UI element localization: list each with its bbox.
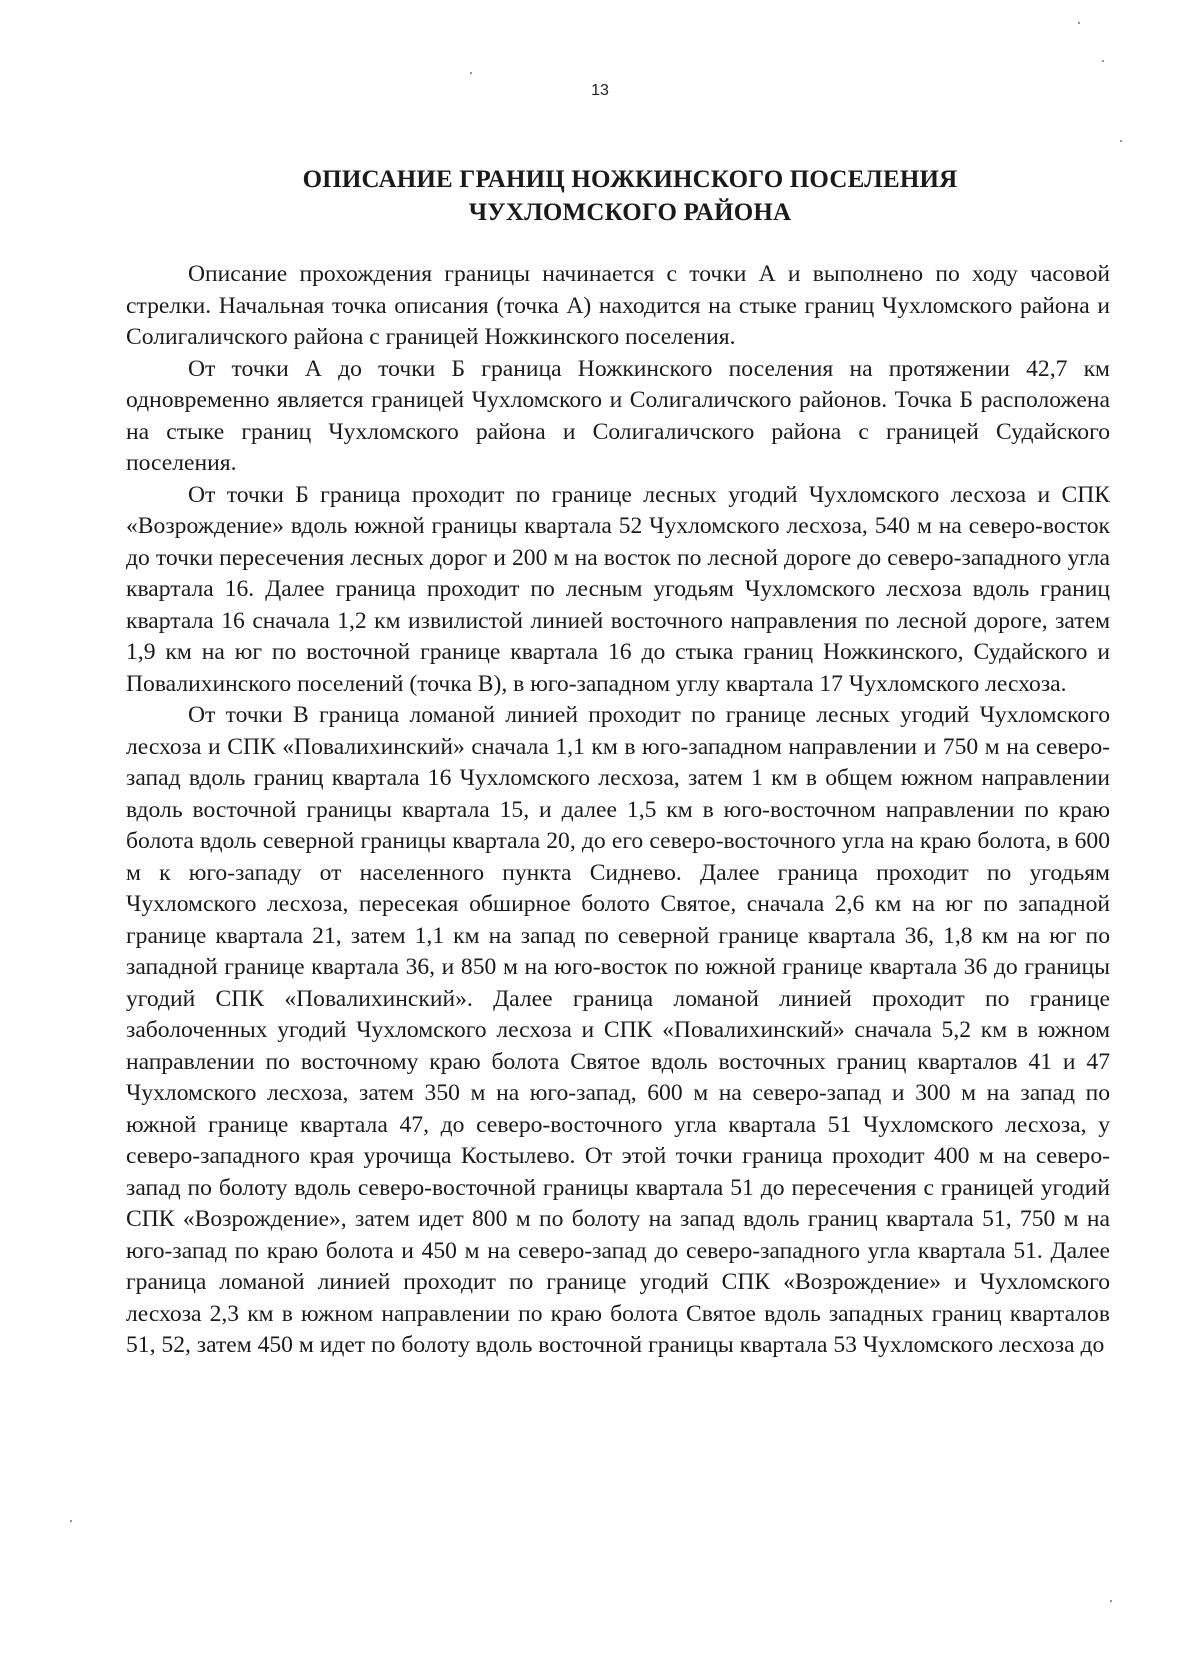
scan-speck xyxy=(470,72,472,74)
scan-speck xyxy=(1110,1600,1112,1602)
scan-speck xyxy=(1078,22,1080,24)
document-body xyxy=(126,259,1110,1362)
page-number: 13 xyxy=(591,82,609,99)
paragraph-4: От точки В граница ломаной линией проходит по границе лесных угодий Чухломского лесхоза и СПК «Повалихинский» сначала 1,1 км в юго-западном направлении и 750 м на северо-запад вдоль границ квартала 16 Чухломского лесхоза, затем 1 км в общем южном направлении вдоль восточной границы квартала 15, и далее 1,5 км в юго-восточном направлении по краю болота вдоль северной границы квартала 20, до его северо-восточного угла на краю болота, в 600 м к юго-западу от населенного пункта Сиднево. Далее граница проходит по угодьям Чухломского лесхоза, пересекая обширное болото Святое, сначала 2,6 км на юг по западной границе квартала 21, затем 1,1 км на запад по северной границе квартала 36, 1,8 км на юг по западной границе квартала 36, и 850 м на юго-восток по южной границе квартала 36 до границы угодий СПК «Повалихинский». Далее граница ломаной линией проходит по границе заболоченных угодий Чухломского лесхоза и СПК «Повалихинский» сначала 5,2 км в южном направлении по восточному краю болота Святое вдоль восточных границ кварталов 41 и 47 Чухломского лесхоза, затем 350 м на юго-запад, 600 м на северо-запад и 300 м на запад по южной границе квартала 47, до северо-восточного угла квартала 51 Чухломского лесхоза, у северо-западного края урочища Костылево. От этой точки граница проходит 400 м на северо-запад по болоту вдоль северо-восточной границы квартала 51 до пересечения с границей угодий СПК «Возрождение», затем идет 800 м по болоту на запад вдоль границ квартала 51, 750 м на юго-запад по краю болота и 450 м на северо-запад до северо-западного угла квартала 51. Далее граница ломаной линией проходит по границе угодий СПК «Возрождение» и Чухломского лесхоза 2,3 км в южном направлении по краю болота Святое вдоль западных границ кварталов 51, 52, затем 450 м идет по болоту вдоль восточной границы квартала 53 Чухломского лесхоза до xyxy=(126,702,1110,1358)
scan-speck xyxy=(1120,140,1122,142)
scan-speck xyxy=(70,1520,72,1522)
title-line-1: ОПИСАНИЕ ГРАНИЦ НОЖКИНСКОГО ПОСЕЛЕНИЯ xyxy=(302,166,958,193)
paragraph-3: От точки Б граница проходит по границе лесных угодий Чухломского лесхоза и СПК «Возрождение» вдоль южной границы квартала 52 Чухломского лесхоза, 540 м на северо-восток до точки пересечения лесных дорог и 200 м на восток по лесной дороге до северо-западного угла квартала 16. Далее граница проходит по лесным угодьям Чухломского лесхоза вдоль границ квартала 16 сначала 1,2 км извилистой линией восточного направления по лесной дороге, затем 1,9 км на юг по восточной границе квартала 16 до стыка границ Ножкинского, Судайского и Повалихинского поселений (точка В), в юго-западном углу квартала 17 Чухломского лесхоза. xyxy=(126,481,1110,697)
paragraph-1: Описание прохождения границы начинается с точки А и выполнено по ходу часовой стрелки. Начальная точка описания (точка А) находится на стыке границ Чухломского района и Солигаличского района с границей Ножкинского поселения. xyxy=(126,261,1110,350)
paragraph-2: От точки А до точки Б граница Ножкинского поселения на протяжении 42,7 км одновременно является границей Чухломского и Солигаличского районов. Точка Б расположена на стыке границ Чухломского района и Солигаличского района с границей Судайского поселения. xyxy=(126,355,1110,476)
scan-speck xyxy=(1102,60,1104,62)
title-line-2: ЧУХЛОМСКОГО РАЙОНА xyxy=(468,199,792,226)
document-title xyxy=(150,163,1110,229)
